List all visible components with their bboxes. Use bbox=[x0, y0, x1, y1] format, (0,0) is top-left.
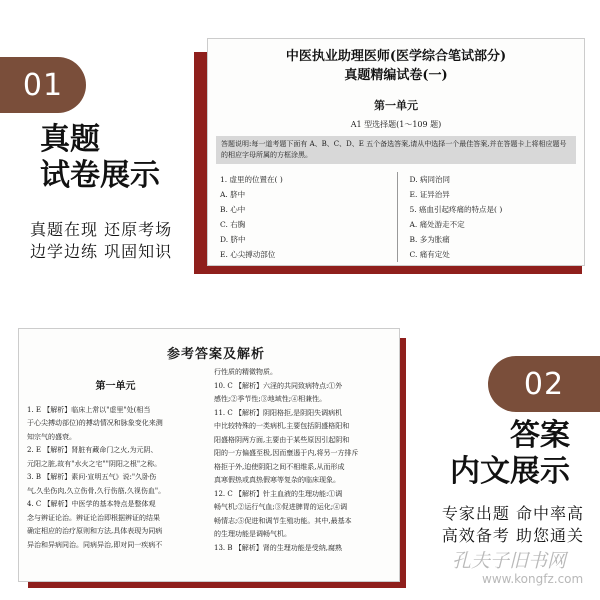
section2-heading-line1: 答案 bbox=[510, 418, 570, 453]
section2-slogan-line1: 专家出题 命中率高 bbox=[441, 504, 584, 523]
section1-number-badge bbox=[0, 57, 86, 113]
answer-line: 确定相应的治疗原则和方法,具体表现为同病 bbox=[27, 527, 163, 535]
answer-line: 的生理功能是调畅气机。 bbox=[214, 530, 291, 538]
answer-line: 4. C 【解析】中医学的基本特点是整体观 bbox=[27, 500, 156, 508]
answer-line: 行性质的精微物质。 bbox=[214, 368, 277, 376]
answer-line: 10. C 【解析】六淫的共同致病特点:①外 bbox=[214, 381, 343, 390]
watermark-logo-text: 孔夫子旧书网 bbox=[452, 550, 567, 572]
question-type-label: A1 型选择题(1～109 题) bbox=[350, 120, 442, 129]
answer-unit-heading: 第一单元 bbox=[95, 381, 136, 392]
section2-heading bbox=[450, 418, 570, 490]
exam-paper-title-line1: 中医执业助理医师(医学综合笔试部分) bbox=[285, 49, 507, 64]
question-columns bbox=[220, 172, 574, 262]
answer-line: 元阳之脏,故有"水火之宅""阴阳之根"之称。 bbox=[27, 459, 162, 468]
section1-slogan-line2: 边学边练 巩固知识 bbox=[30, 242, 173, 261]
answer-line: 中比较特殊的一类病机,主要包括阴盛格阳和 bbox=[214, 422, 350, 430]
answer-line: 12. C 【解析】针主血液的生理功能:①调 bbox=[214, 489, 343, 498]
question-line: 5. 癌血引起疼痛的特点是( ) bbox=[409, 205, 503, 214]
answer-line: 于心尖搏动部位)的搏动情况和脉象变化来测 bbox=[27, 419, 163, 427]
answer-columns bbox=[27, 366, 391, 555]
question-left-column bbox=[220, 172, 385, 262]
exam-paper-title-line2: 真题精编试卷(一) bbox=[344, 68, 448, 83]
answer-line: 13. B 【解析】肾的生理功能是受纳,腐熟 bbox=[214, 543, 342, 552]
question-line: E. 证异治异 bbox=[409, 190, 450, 199]
exam-paper-preview bbox=[207, 38, 585, 266]
answer-line: 3. B 【解析】素问·宣明五气》说:"久卧伤 bbox=[27, 473, 157, 481]
question-line: E. 心尖搏动部位 bbox=[220, 250, 276, 259]
section1-number: 01 bbox=[22, 67, 64, 103]
exam-unit-heading: 第一单元 bbox=[374, 99, 418, 112]
answer-line: 异治和异病同治。同病异治,即对同一疾病不 bbox=[27, 540, 163, 549]
question-line: C. 右胸 bbox=[220, 220, 246, 229]
column-divider bbox=[397, 172, 398, 262]
section1-slogan-line1: 真题在现 还原考场 bbox=[30, 220, 173, 239]
answer-line: 气,久坐伤肉,久立伤骨,久行伤筋,久视伤血"。 bbox=[27, 486, 166, 495]
answer-paper-preview bbox=[18, 328, 400, 582]
watermark-url: www.kongfz.com bbox=[482, 572, 584, 586]
question-line: 1. 虚里的位置在( ) bbox=[220, 175, 283, 184]
answer-line: 念与辨证论治。辨证论治即根据辨证的结果 bbox=[27, 513, 160, 522]
answer-line: 感性;②季节性;③地域性;④相兼性。 bbox=[214, 395, 327, 403]
section2-heading-line2: 内文展示 bbox=[450, 454, 570, 489]
answer-line: 2. E 【解析】肾脏有藏命门之火,为元阴、 bbox=[27, 446, 158, 454]
answer-paper-title: 参考答案及解析 bbox=[167, 347, 266, 362]
exam-paper-title bbox=[208, 47, 584, 85]
answer-line: 畅气机;②运行气血;③促进脾胃的运化;④调 bbox=[214, 503, 348, 511]
answer-line: 畅情志;⑤促进和调节生殖功能。其中,最基本 bbox=[214, 516, 352, 525]
section2-slogan bbox=[442, 503, 584, 547]
answer-line: 格拒于外,迫使阴阳之间不相维系,从而形成 bbox=[214, 462, 345, 471]
section1-slogan bbox=[30, 219, 172, 263]
answer-line: 真寒假热或真热假寒等复杂的临床现象。 bbox=[214, 476, 340, 484]
question-line: D. 病同治同 bbox=[409, 175, 451, 184]
section2-number-badge bbox=[488, 356, 600, 412]
question-line: D. 脐中 bbox=[220, 235, 246, 244]
answer-line: 阳盛格阴两方面,主要由于某些原因引起阴和 bbox=[214, 435, 350, 444]
answer-instructions: 答题说明:每一道考题下面有 A、B、C、D、E 五个备选答案,请从中选择一个最佳答案,并在答题卡上将相应题号的相应字母所属的方框涂黑。 bbox=[216, 136, 576, 164]
answer-line: 1. E 【解析】临床上常以"虚里"处(相当 bbox=[27, 405, 151, 414]
question-line: B. 心中 bbox=[220, 205, 246, 214]
section2-number: 02 bbox=[523, 366, 565, 402]
section1-heading bbox=[40, 122, 160, 194]
section1-heading-line2: 试卷展示 bbox=[40, 158, 160, 193]
question-line: A. 痛处游走不定 bbox=[409, 220, 465, 229]
answer-line: 11. C 【解析】阴阳格拒,是阴阳失调病机 bbox=[214, 408, 343, 417]
answer-right-column bbox=[214, 366, 391, 555]
question-line: B. 多为胀痛 bbox=[409, 235, 450, 244]
answer-line: 阳的一方偏盛至极,因而壅遏于内,将另一方排斥 bbox=[214, 449, 359, 457]
section1-heading-line1: 真题 bbox=[40, 122, 100, 157]
question-line: A. 脐中 bbox=[220, 190, 246, 199]
answer-line: 知宗气的盛衰。 bbox=[27, 432, 76, 441]
question-line: C. 痛有定处 bbox=[409, 250, 450, 259]
question-right-column bbox=[410, 172, 575, 262]
section2-slogan-line2: 高效备考 助您通关 bbox=[441, 526, 584, 545]
answer-left-column bbox=[27, 366, 204, 555]
